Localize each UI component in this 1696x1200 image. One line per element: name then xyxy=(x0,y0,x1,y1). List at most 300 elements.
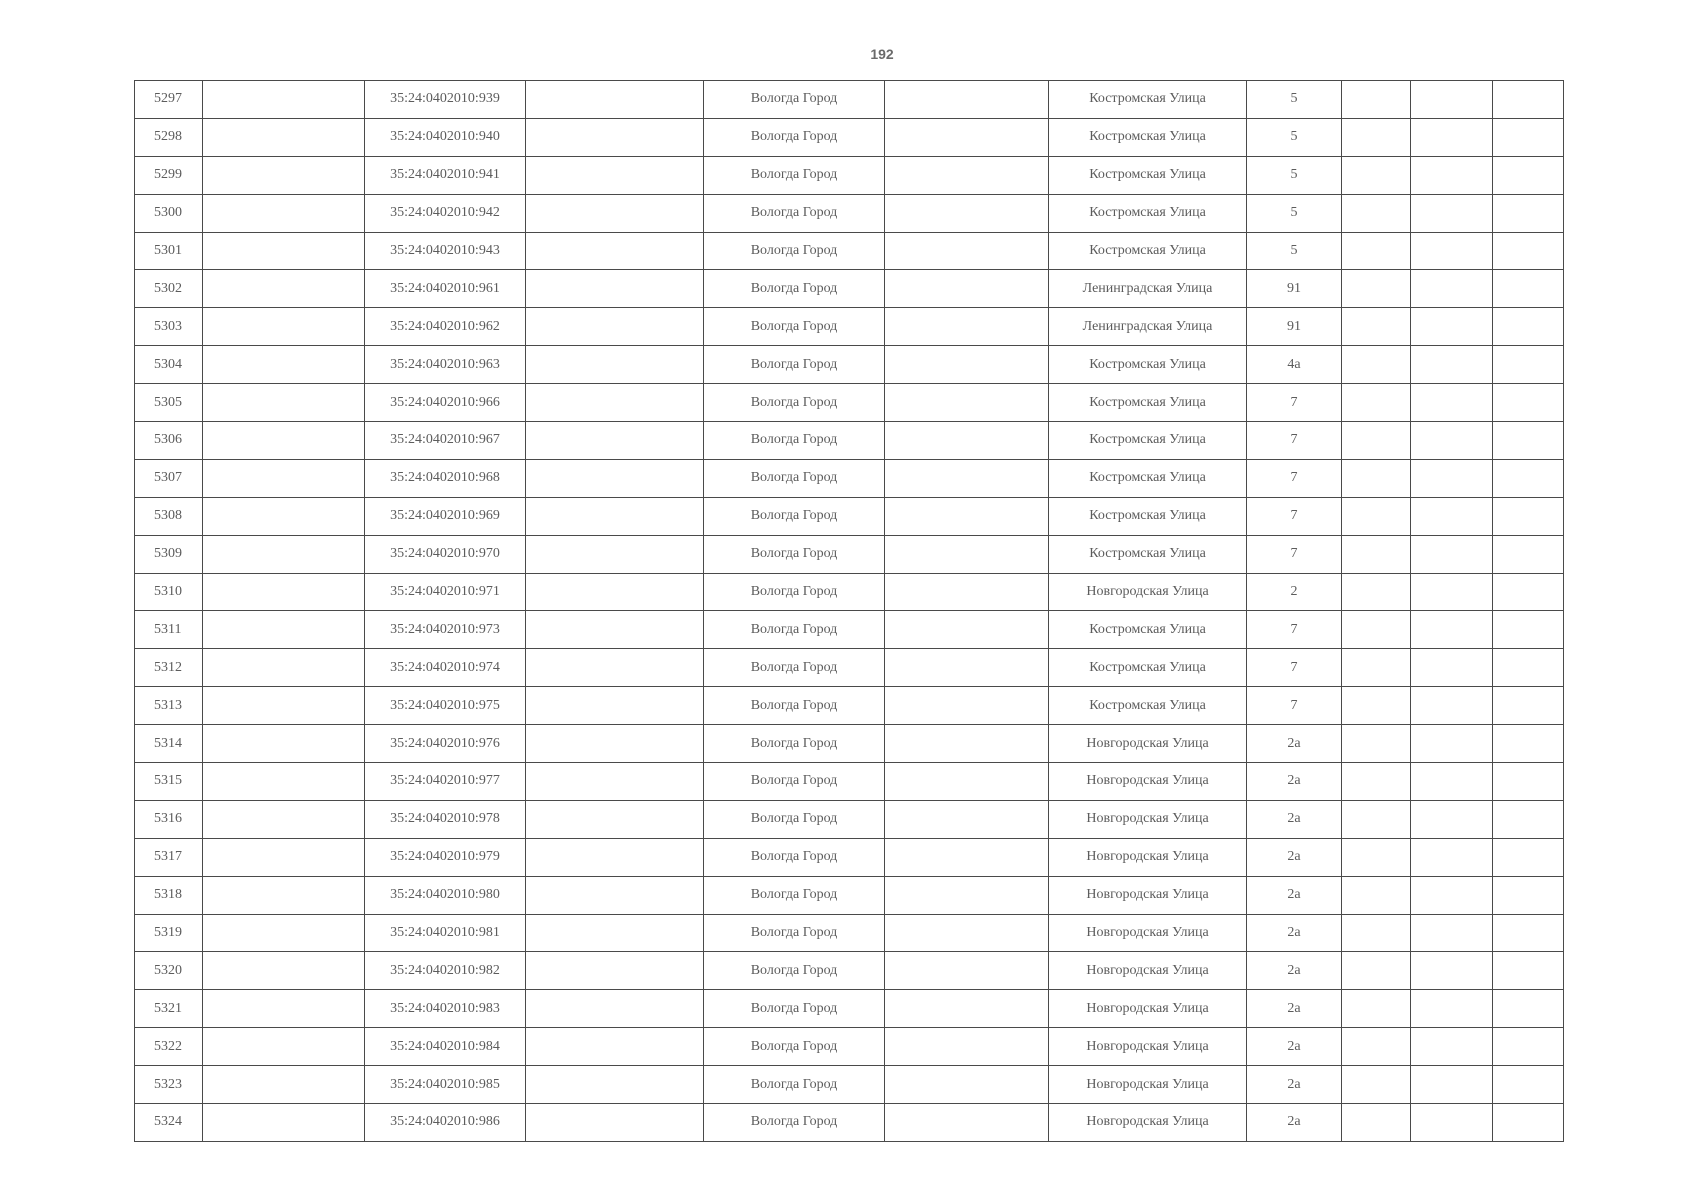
city-cell: Вологда Город xyxy=(704,459,885,497)
table-body xyxy=(135,81,1564,1142)
table-row xyxy=(135,838,1564,876)
cadastral-number-cell: 35:24:0402010:985 xyxy=(365,1066,526,1104)
house-number-cell: 2а xyxy=(1247,800,1342,838)
street-cell: Костромская Улица xyxy=(1049,156,1247,194)
city-cell: Вологда Город xyxy=(704,270,885,308)
page-number: 192 xyxy=(870,46,894,62)
city-cell: Вологда Город xyxy=(704,876,885,914)
cadastral-number-cell: 35:24:0402010:976 xyxy=(365,725,526,763)
empty-cell xyxy=(1342,876,1411,914)
empty-cell xyxy=(885,535,1049,573)
row-number-cell: 5316 xyxy=(135,800,203,838)
empty-cell xyxy=(526,1104,704,1142)
empty-cell xyxy=(1342,308,1411,346)
row-number-cell: 5304 xyxy=(135,346,203,384)
table-row xyxy=(135,1066,1564,1104)
empty-cell xyxy=(526,156,704,194)
row-number-cell: 5297 xyxy=(135,81,203,119)
empty-cell xyxy=(1342,725,1411,763)
empty-cell xyxy=(1411,876,1493,914)
empty-cell xyxy=(526,687,704,725)
empty-cell xyxy=(526,763,704,801)
cadastral-number-cell: 35:24:0402010:980 xyxy=(365,876,526,914)
empty-cell xyxy=(885,270,1049,308)
empty-cell xyxy=(1342,914,1411,952)
empty-cell xyxy=(1493,118,1564,156)
empty-cell xyxy=(1493,952,1564,990)
empty-cell xyxy=(885,422,1049,460)
street-cell: Костромская Улица xyxy=(1049,81,1247,119)
house-number-cell: 7 xyxy=(1247,687,1342,725)
table-row xyxy=(135,270,1564,308)
empty-cell xyxy=(526,308,704,346)
empty-cell xyxy=(1342,800,1411,838)
empty-cell xyxy=(203,687,365,725)
cadastral-number-cell: 35:24:0402010:975 xyxy=(365,687,526,725)
empty-cell xyxy=(526,990,704,1028)
empty-cell xyxy=(203,81,365,119)
empty-cell xyxy=(1342,838,1411,876)
house-number-cell: 7 xyxy=(1247,649,1342,687)
table-row xyxy=(135,156,1564,194)
city-cell: Вологда Город xyxy=(704,232,885,270)
empty-cell xyxy=(1493,194,1564,232)
row-number-cell: 5318 xyxy=(135,876,203,914)
empty-cell xyxy=(203,459,365,497)
empty-cell xyxy=(1411,990,1493,1028)
empty-cell xyxy=(526,194,704,232)
cadastral-number-cell: 35:24:0402010:982 xyxy=(365,952,526,990)
empty-cell xyxy=(526,81,704,119)
empty-cell xyxy=(1493,1066,1564,1104)
cadastral-number-cell: 35:24:0402010:969 xyxy=(365,497,526,535)
empty-cell xyxy=(885,1028,1049,1066)
empty-cell xyxy=(203,535,365,573)
house-number-cell: 2а xyxy=(1247,725,1342,763)
row-number-cell: 5302 xyxy=(135,270,203,308)
empty-cell xyxy=(1493,573,1564,611)
row-number-cell: 5322 xyxy=(135,1028,203,1066)
cadastral-number-cell: 35:24:0402010:970 xyxy=(365,535,526,573)
cadastral-number-cell: 35:24:0402010:981 xyxy=(365,914,526,952)
street-cell: Костромская Улица xyxy=(1049,232,1247,270)
empty-cell xyxy=(203,1104,365,1142)
table-row xyxy=(135,459,1564,497)
empty-cell xyxy=(885,497,1049,535)
empty-cell xyxy=(1411,194,1493,232)
row-number-cell: 5311 xyxy=(135,611,203,649)
empty-cell xyxy=(203,914,365,952)
empty-cell xyxy=(1411,232,1493,270)
empty-cell xyxy=(526,573,704,611)
empty-cell xyxy=(1342,384,1411,422)
table-row xyxy=(135,952,1564,990)
empty-cell xyxy=(1411,952,1493,990)
empty-cell xyxy=(1411,649,1493,687)
empty-cell xyxy=(1493,384,1564,422)
empty-cell xyxy=(1493,687,1564,725)
cadastral-number-cell: 35:24:0402010:978 xyxy=(365,800,526,838)
table-row xyxy=(135,194,1564,232)
table-row xyxy=(135,611,1564,649)
empty-cell xyxy=(885,118,1049,156)
empty-cell xyxy=(1411,535,1493,573)
empty-cell xyxy=(885,346,1049,384)
street-cell: Костромская Улица xyxy=(1049,194,1247,232)
empty-cell xyxy=(885,649,1049,687)
empty-cell xyxy=(203,573,365,611)
table-row xyxy=(135,800,1564,838)
cadastral-number-cell: 35:24:0402010:963 xyxy=(365,346,526,384)
street-cell: Костромская Улица xyxy=(1049,459,1247,497)
city-cell: Вологда Город xyxy=(704,1104,885,1142)
row-number-cell: 5300 xyxy=(135,194,203,232)
empty-cell xyxy=(1411,800,1493,838)
empty-cell xyxy=(203,194,365,232)
house-number-cell: 2а xyxy=(1247,952,1342,990)
empty-cell xyxy=(1342,270,1411,308)
empty-cell xyxy=(1411,1104,1493,1142)
empty-cell xyxy=(1342,422,1411,460)
street-cell: Новгородская Улица xyxy=(1049,990,1247,1028)
empty-cell xyxy=(1411,270,1493,308)
house-number-cell: 91 xyxy=(1247,270,1342,308)
row-number-cell: 5299 xyxy=(135,156,203,194)
house-number-cell: 7 xyxy=(1247,497,1342,535)
empty-cell xyxy=(885,800,1049,838)
empty-cell xyxy=(1493,156,1564,194)
empty-cell xyxy=(1342,535,1411,573)
row-number-cell: 5308 xyxy=(135,497,203,535)
cadastral-number-cell: 35:24:0402010:971 xyxy=(365,573,526,611)
empty-cell xyxy=(203,952,365,990)
empty-cell xyxy=(1411,346,1493,384)
empty-cell xyxy=(203,118,365,156)
street-cell: Новгородская Улица xyxy=(1049,1066,1247,1104)
house-number-cell: 5 xyxy=(1247,194,1342,232)
row-number-cell: 5305 xyxy=(135,384,203,422)
empty-cell xyxy=(1342,687,1411,725)
street-cell: Новгородская Улица xyxy=(1049,876,1247,914)
table-row xyxy=(135,649,1564,687)
empty-cell xyxy=(1493,990,1564,1028)
street-cell: Новгородская Улица xyxy=(1049,838,1247,876)
street-cell: Костромская Улица xyxy=(1049,535,1247,573)
row-number-cell: 5309 xyxy=(135,535,203,573)
empty-cell xyxy=(1493,535,1564,573)
city-cell: Вологда Город xyxy=(704,497,885,535)
empty-cell xyxy=(885,384,1049,422)
empty-cell xyxy=(885,725,1049,763)
empty-cell xyxy=(1411,914,1493,952)
table-row xyxy=(135,687,1564,725)
house-number-cell: 5 xyxy=(1247,81,1342,119)
cadastral-number-cell: 35:24:0402010:962 xyxy=(365,308,526,346)
table-row xyxy=(135,914,1564,952)
street-cell: Новгородская Улица xyxy=(1049,763,1247,801)
empty-cell xyxy=(526,459,704,497)
house-number-cell: 7 xyxy=(1247,384,1342,422)
city-cell: Вологда Город xyxy=(704,952,885,990)
cadastral-number-cell: 35:24:0402010:942 xyxy=(365,194,526,232)
empty-cell xyxy=(1493,876,1564,914)
table-row xyxy=(135,725,1564,763)
row-number-cell: 5317 xyxy=(135,838,203,876)
empty-cell xyxy=(526,800,704,838)
empty-cell xyxy=(203,611,365,649)
empty-cell xyxy=(1411,687,1493,725)
empty-cell xyxy=(885,952,1049,990)
empty-cell xyxy=(526,649,704,687)
house-number-cell: 91 xyxy=(1247,308,1342,346)
empty-cell xyxy=(1342,1028,1411,1066)
city-cell: Вологда Город xyxy=(704,990,885,1028)
row-number-cell: 5303 xyxy=(135,308,203,346)
empty-cell xyxy=(526,422,704,460)
city-cell: Вологда Город xyxy=(704,800,885,838)
cadastral-number-cell: 35:24:0402010:967 xyxy=(365,422,526,460)
empty-cell xyxy=(885,573,1049,611)
empty-cell xyxy=(1342,611,1411,649)
empty-cell xyxy=(203,384,365,422)
row-number-cell: 5298 xyxy=(135,118,203,156)
street-cell: Новгородская Улица xyxy=(1049,914,1247,952)
street-cell: Новгородская Улица xyxy=(1049,573,1247,611)
empty-cell xyxy=(885,156,1049,194)
empty-cell xyxy=(885,990,1049,1028)
city-cell: Вологда Город xyxy=(704,573,885,611)
empty-cell xyxy=(203,156,365,194)
empty-cell xyxy=(1342,649,1411,687)
empty-cell xyxy=(885,1104,1049,1142)
street-cell: Новгородская Улица xyxy=(1049,1104,1247,1142)
empty-cell xyxy=(203,838,365,876)
house-number-cell: 7 xyxy=(1247,422,1342,460)
street-cell: Новгородская Улица xyxy=(1049,952,1247,990)
empty-cell xyxy=(1342,497,1411,535)
cadastral-number-cell: 35:24:0402010:966 xyxy=(365,384,526,422)
house-number-cell: 2а xyxy=(1247,990,1342,1028)
empty-cell xyxy=(1493,800,1564,838)
street-cell: Костромская Улица xyxy=(1049,497,1247,535)
empty-cell xyxy=(1342,1104,1411,1142)
table-row xyxy=(135,308,1564,346)
house-number-cell: 2 xyxy=(1247,573,1342,611)
city-cell: Вологда Город xyxy=(704,725,885,763)
empty-cell xyxy=(203,232,365,270)
cadastral-number-cell: 35:24:0402010:983 xyxy=(365,990,526,1028)
city-cell: Вологда Город xyxy=(704,687,885,725)
empty-cell xyxy=(1411,308,1493,346)
empty-cell xyxy=(1493,611,1564,649)
empty-cell xyxy=(885,459,1049,497)
house-number-cell: 2а xyxy=(1247,1066,1342,1104)
empty-cell xyxy=(526,725,704,763)
cadastral-number-cell: 35:24:0402010:977 xyxy=(365,763,526,801)
empty-cell xyxy=(1411,725,1493,763)
cadastral-number-cell: 35:24:0402010:984 xyxy=(365,1028,526,1066)
empty-cell xyxy=(526,1066,704,1104)
row-number-cell: 5307 xyxy=(135,459,203,497)
empty-cell xyxy=(885,876,1049,914)
empty-cell xyxy=(526,346,704,384)
cadastral-number-cell: 35:24:0402010:979 xyxy=(365,838,526,876)
empty-cell xyxy=(526,118,704,156)
empty-cell xyxy=(1342,952,1411,990)
empty-cell xyxy=(203,497,365,535)
street-cell: Новгородская Улица xyxy=(1049,725,1247,763)
city-cell: Вологда Город xyxy=(704,535,885,573)
table-row xyxy=(135,232,1564,270)
street-cell: Новгородская Улица xyxy=(1049,800,1247,838)
empty-cell xyxy=(526,914,704,952)
empty-cell xyxy=(1493,497,1564,535)
empty-cell xyxy=(203,990,365,1028)
empty-cell xyxy=(203,1028,365,1066)
empty-cell xyxy=(1493,81,1564,119)
city-cell: Вологда Город xyxy=(704,649,885,687)
empty-cell xyxy=(1411,422,1493,460)
cadastral-number-cell: 35:24:0402010:943 xyxy=(365,232,526,270)
row-number-cell: 5323 xyxy=(135,1066,203,1104)
empty-cell xyxy=(1411,1028,1493,1066)
row-number-cell: 5310 xyxy=(135,573,203,611)
empty-cell xyxy=(885,232,1049,270)
empty-cell xyxy=(1411,763,1493,801)
cadastral-number-cell: 35:24:0402010:968 xyxy=(365,459,526,497)
empty-cell xyxy=(885,194,1049,232)
empty-cell xyxy=(1411,497,1493,535)
house-number-cell: 5 xyxy=(1247,232,1342,270)
house-number-cell: 7 xyxy=(1247,535,1342,573)
empty-cell xyxy=(1493,308,1564,346)
empty-cell xyxy=(1342,1066,1411,1104)
house-number-cell: 2а xyxy=(1247,838,1342,876)
city-cell: Вологда Город xyxy=(704,81,885,119)
empty-cell xyxy=(885,611,1049,649)
house-number-cell: 2а xyxy=(1247,763,1342,801)
empty-cell xyxy=(526,270,704,308)
empty-cell xyxy=(885,81,1049,119)
house-number-cell: 4а xyxy=(1247,346,1342,384)
empty-cell xyxy=(1493,232,1564,270)
empty-cell xyxy=(203,725,365,763)
empty-cell xyxy=(1493,914,1564,952)
row-number-cell: 5324 xyxy=(135,1104,203,1142)
city-cell: Вологда Город xyxy=(704,763,885,801)
street-cell: Костромская Улица xyxy=(1049,118,1247,156)
empty-cell xyxy=(885,763,1049,801)
house-number-cell: 7 xyxy=(1247,611,1342,649)
house-number-cell: 5 xyxy=(1247,156,1342,194)
empty-cell xyxy=(526,232,704,270)
house-number-cell: 7 xyxy=(1247,459,1342,497)
cadastral-number-cell: 35:24:0402010:940 xyxy=(365,118,526,156)
street-cell: Костромская Улица xyxy=(1049,649,1247,687)
street-cell: Костромская Улица xyxy=(1049,687,1247,725)
house-number-cell: 2а xyxy=(1247,1104,1342,1142)
row-number-cell: 5314 xyxy=(135,725,203,763)
street-cell: Новгородская Улица xyxy=(1049,1028,1247,1066)
empty-cell xyxy=(885,914,1049,952)
table-row xyxy=(135,763,1564,801)
empty-cell xyxy=(526,535,704,573)
table-row xyxy=(135,990,1564,1028)
city-cell: Вологда Город xyxy=(704,1028,885,1066)
empty-cell xyxy=(1342,346,1411,384)
empty-cell xyxy=(1411,1066,1493,1104)
city-cell: Вологда Город xyxy=(704,838,885,876)
city-cell: Вологда Город xyxy=(704,194,885,232)
table-row xyxy=(135,535,1564,573)
empty-cell xyxy=(1493,459,1564,497)
city-cell: Вологда Город xyxy=(704,346,885,384)
empty-cell xyxy=(203,1066,365,1104)
row-number-cell: 5301 xyxy=(135,232,203,270)
city-cell: Вологда Город xyxy=(704,156,885,194)
row-number-cell: 5306 xyxy=(135,422,203,460)
row-number-cell: 5319 xyxy=(135,914,203,952)
empty-cell xyxy=(203,800,365,838)
empty-cell xyxy=(1493,838,1564,876)
empty-cell xyxy=(203,422,365,460)
empty-cell xyxy=(1493,725,1564,763)
city-cell: Вологда Город xyxy=(704,118,885,156)
empty-cell xyxy=(203,649,365,687)
empty-cell xyxy=(1342,763,1411,801)
empty-cell xyxy=(1493,649,1564,687)
row-number-cell: 5315 xyxy=(135,763,203,801)
row-number-cell: 5320 xyxy=(135,952,203,990)
table-row xyxy=(135,1104,1564,1142)
empty-cell xyxy=(1411,81,1493,119)
table-row xyxy=(135,81,1564,119)
empty-cell xyxy=(1342,118,1411,156)
street-cell: Костромская Улица xyxy=(1049,611,1247,649)
city-cell: Вологда Город xyxy=(704,1066,885,1104)
empty-cell xyxy=(526,384,704,422)
empty-cell xyxy=(1493,346,1564,384)
city-cell: Вологда Город xyxy=(704,914,885,952)
empty-cell xyxy=(1493,763,1564,801)
empty-cell xyxy=(526,838,704,876)
table-row xyxy=(135,573,1564,611)
registry-table xyxy=(134,80,1564,1142)
cadastral-number-cell: 35:24:0402010:974 xyxy=(365,649,526,687)
empty-cell xyxy=(1411,573,1493,611)
empty-cell xyxy=(526,497,704,535)
table-row xyxy=(135,118,1564,156)
empty-cell xyxy=(885,838,1049,876)
table-row xyxy=(135,422,1564,460)
house-number-cell: 5 xyxy=(1247,118,1342,156)
empty-cell xyxy=(885,308,1049,346)
row-number-cell: 5321 xyxy=(135,990,203,1028)
empty-cell xyxy=(1342,990,1411,1028)
empty-cell xyxy=(1411,838,1493,876)
cadastral-number-cell: 35:24:0402010:986 xyxy=(365,1104,526,1142)
empty-cell xyxy=(1342,459,1411,497)
empty-cell xyxy=(1493,422,1564,460)
cadastral-number-cell: 35:24:0402010:939 xyxy=(365,81,526,119)
empty-cell xyxy=(885,1066,1049,1104)
city-cell: Вологда Город xyxy=(704,611,885,649)
table-row xyxy=(135,497,1564,535)
house-number-cell: 2а xyxy=(1247,914,1342,952)
house-number-cell: 2а xyxy=(1247,876,1342,914)
empty-cell xyxy=(203,876,365,914)
city-cell: Вологда Город xyxy=(704,384,885,422)
